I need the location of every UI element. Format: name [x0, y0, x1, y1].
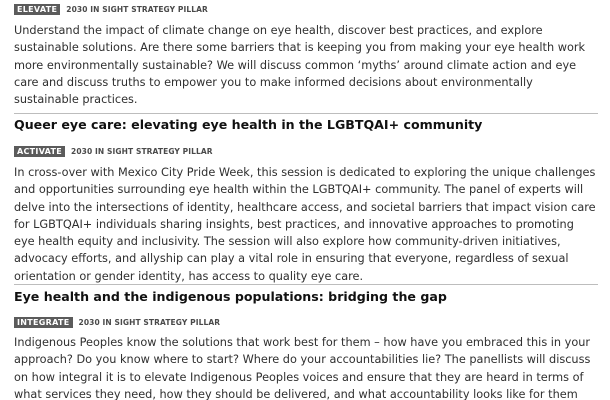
pillar-label: 2030 IN SIGHT STRATEGY PILLAR	[78, 317, 221, 327]
session-description: In cross-over with Mexico City Pride Week, this session is dedicated to exploring the unique challenges and opportunities surrounding eye health within the LGBTQAI+ community. The panel of experts will delve into the intersections of identity, healthcare access, and societal barriers that impact vision care for LGBTQAI+ individuals sharing insights, best practices, and innovative approaches to promoting eye health equity and inclusivity. The session will also explore how community-driven initiatives, advocacy efforts, and allyship can play a vital role in ensuring that everyone, regardless of sexual orientation or gender identity, has access to quality eye care.	[14, 166, 596, 283]
pillar-row	[14, 145, 598, 157]
pillar-label: 2030 IN SIGHT STRATEGY PILLAR	[66, 4, 208, 14]
section-divider	[14, 284, 598, 285]
session-elevate	[14, 3, 598, 108]
session-activate	[14, 145, 598, 285]
pillar-row	[14, 316, 598, 328]
session-title: Eye health and the indigenous populations: bridging the gap	[14, 289, 447, 304]
pillar-badge-activate: ACTIVATE	[14, 146, 65, 157]
session-integrate	[14, 316, 598, 400]
session-description: Indigenous Peoples know the solutions that work best for them – how have you embraced this in your approach? Do you know where to start? Where do your accountabilities lie? The panellists will discuss on how integral it is to elevate Indigenous Peoples voices and ensure that they are heard in terms of what services they need, how they should be delivered, and what accountability looks like for them	[14, 336, 591, 400]
pillar-badge-elevate: ELEVATE	[14, 4, 60, 15]
session-description: Understand the impact of climate change on eye health, discover best practices, and explore sustainable solutions. Are there some barriers that is keeping you from making your eye health work more environmentally sustainable? We will discuss common ‘myths’ around climate action and eye care and discuss truths to empower you to make informed decisions about environmentally sustainable practices.	[14, 24, 586, 107]
pillar-row	[14, 3, 598, 15]
pillar-badge-integrate: INTEGRATE	[14, 317, 73, 328]
section-divider	[14, 113, 598, 114]
pillar-label: 2030 IN SIGHT STRATEGY PILLAR	[71, 146, 213, 156]
session-title: Queer eye care: elevating eye health in the LGBTQAI+ community	[14, 117, 483, 132]
